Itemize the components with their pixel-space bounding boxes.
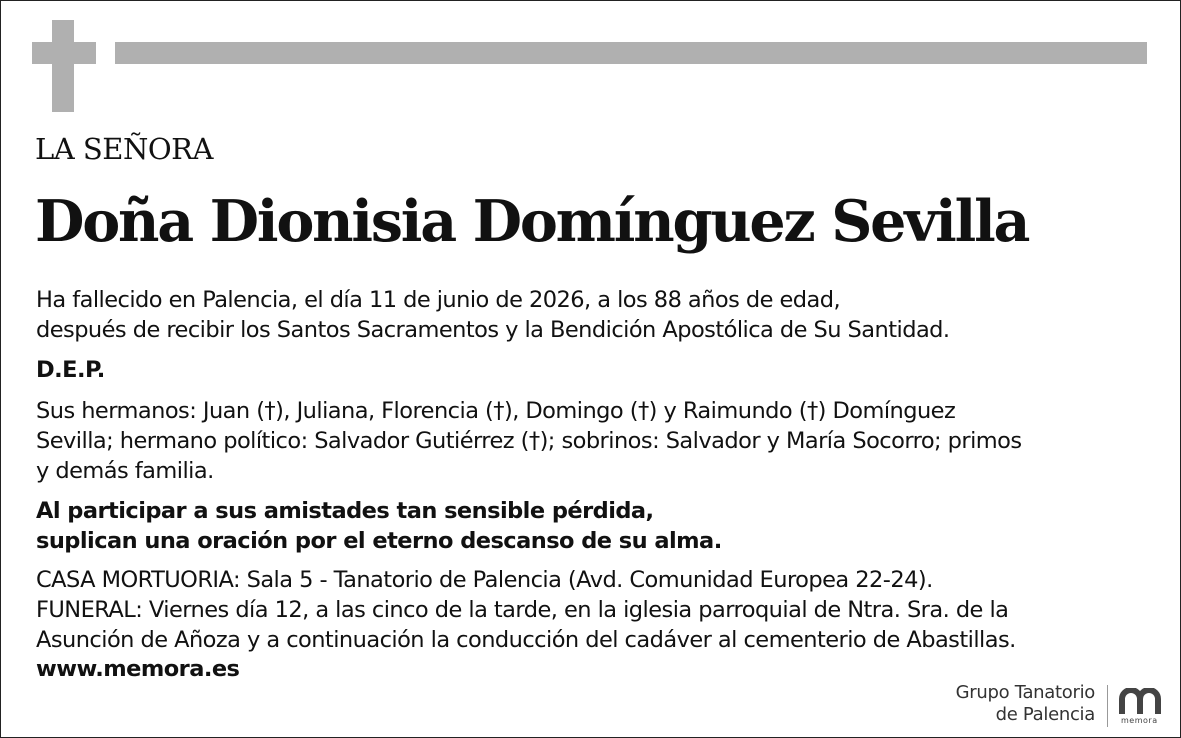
logo-line: Grupo Tanatorio	[955, 682, 1095, 703]
announcement-line: Ha fallecido en Palencia, el día 11 de junio de 2026, a los 88 años de edad,	[36, 287, 841, 313]
family-line: Sus hermanos: Juan (†), Juliana, Florencia (†), Domingo (†) y Raimundo (†) Domínguez	[36, 398, 956, 424]
cross-icon-horizontal	[32, 42, 96, 64]
details-paragraph	[36, 565, 1016, 655]
cross-icon-vertical	[52, 20, 74, 112]
tanatorio-logo-text	[956, 682, 1095, 726]
honorific-label: LA SEÑORA	[35, 132, 213, 166]
dep-label: D.E.P.	[36, 357, 105, 383]
details-line: Asunción de Añoza y a continuación la conducción del cadáver al cementerio de Abastillas.	[36, 627, 1016, 653]
plea-line: Al participar a sus amistades tan sensible pérdida,	[36, 498, 654, 524]
memora-m-icon	[1119, 688, 1167, 714]
plea-paragraph	[36, 496, 722, 556]
details-line: CASA MORTUORIA: Sala 5 - Tanatorio de Palencia (Avd. Comunidad Europea 22-24).	[36, 567, 933, 593]
announcement-line: después de recibir los Santos Sacramentos y la Bendición Apostólica de Su Santidad.	[36, 317, 950, 343]
announcement-paragraph	[36, 285, 950, 345]
deceased-name: Doña Dionisia Domínguez Sevilla	[35, 188, 1029, 255]
logo-line: de Palencia	[995, 704, 1095, 725]
logo-divider	[1107, 685, 1108, 727]
plea-line: suplican una oración por el eterno descanso de su alma.	[36, 528, 722, 554]
memora-wordmark: memora	[1121, 716, 1158, 725]
website-link[interactable]: www.memora.es	[36, 656, 240, 682]
family-line: y demás familia.	[36, 458, 214, 484]
header-bar	[115, 42, 1147, 64]
family-line: Sevilla; hermano político: Salvador Gutiérrez (†); sobrinos: Salvador y María Socorro; primos	[36, 428, 1022, 454]
details-line: FUNERAL: Viernes día 12, a las cinco de la tarde, en la iglesia parroquial de Ntra. Sra. de la	[36, 597, 1009, 623]
family-paragraph	[36, 396, 1022, 486]
